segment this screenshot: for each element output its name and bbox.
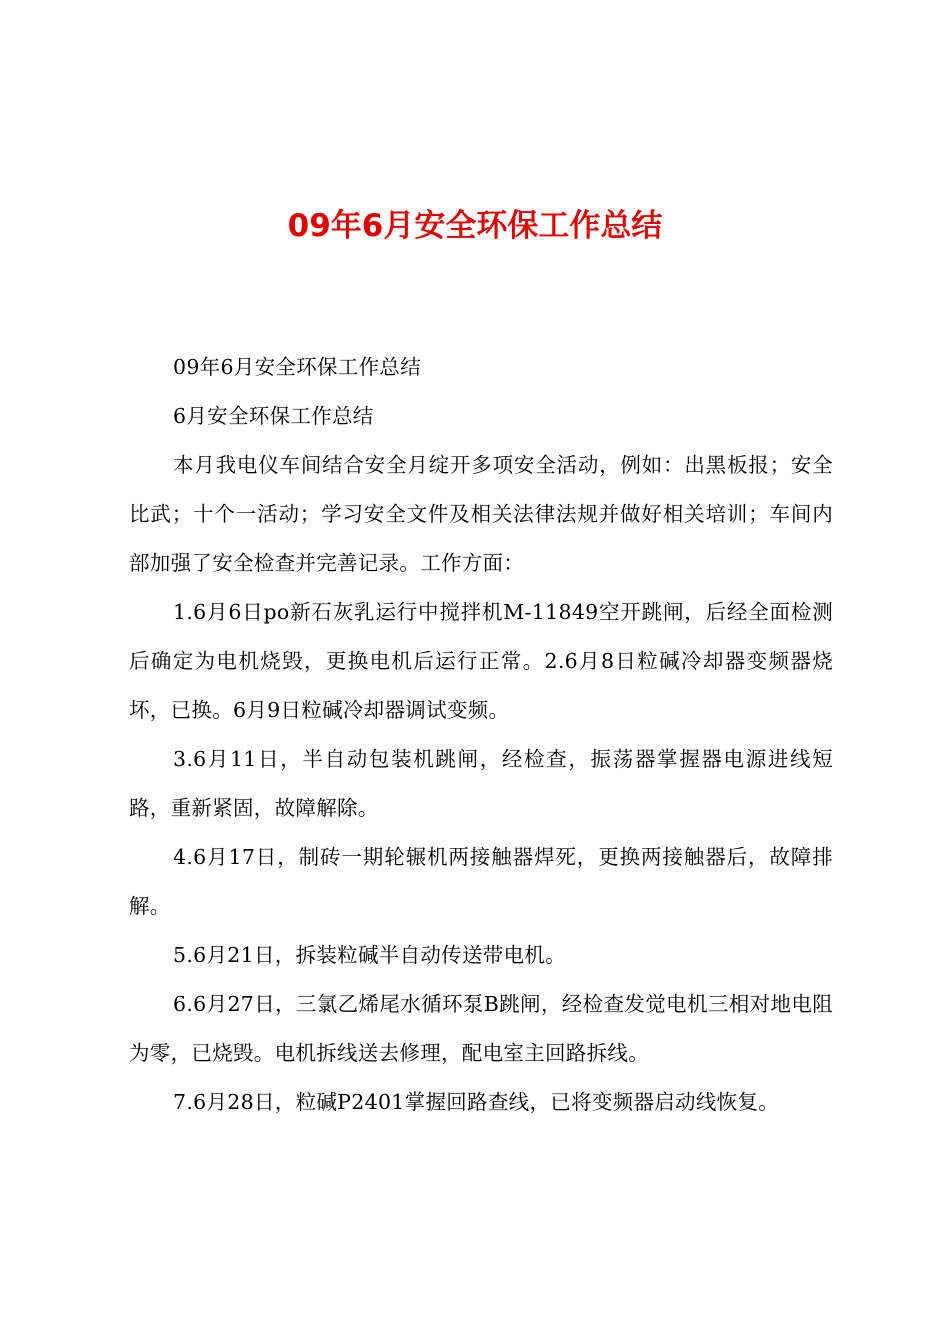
paragraph-item-6: 6.6月27日，三氯乙烯尾水循环泵B跳闸，经检查发觉电机三相对地电阻为零，已烧毁。电机拆线送去修理，配电室主回路拆线。 <box>129 992 833 1065</box>
paragraph-item-5: 5.6月21日，拆装粒碱半自动传送带电机。 <box>173 943 566 967</box>
paragraph-intro: 本月我电仪车间结合安全月绽开多项安全活动，例如：出黑板报；安全比武；十个一活动；学习安全文件及相关法律法规并做好相关培训；车间内部加强了安全检查并完善记录。工作方面： <box>129 453 833 575</box>
paragraph-item-1-2: 1.6月6日po新石灰乳运行中搅拌机M-11849空开跳闸，后经全面检测后确定为电机烧毁，更换电机后运行正常。2.6月8日粒碱冷却器变频器烧坏，已换。6月9日粒碱冷却器调试变频。 <box>129 600 833 722</box>
paragraph-item-3: 3.6月11日，半自动包装机跳闸，经检查，振荡器掌握器电源进线短路，重新紧固，故障解除。 <box>129 747 833 820</box>
document-title: 09年6月安全环保工作总结 <box>287 208 663 244</box>
document-body <box>129 343 833 1127</box>
paragraph-heading-repeat: 09年6月安全环保工作总结 <box>173 355 422 379</box>
paragraph-item-4: 4.6月17日，制砖一期轮辗机两接触器焊死，更换两接触器后，故障排解。 <box>129 845 833 918</box>
paragraph-subtitle: 6月安全环保工作总结 <box>173 404 374 428</box>
paragraph-item-7: 7.6月28日，粒碱P2401掌握回路查线，已将变频器启动线恢复。 <box>173 1090 780 1114</box>
